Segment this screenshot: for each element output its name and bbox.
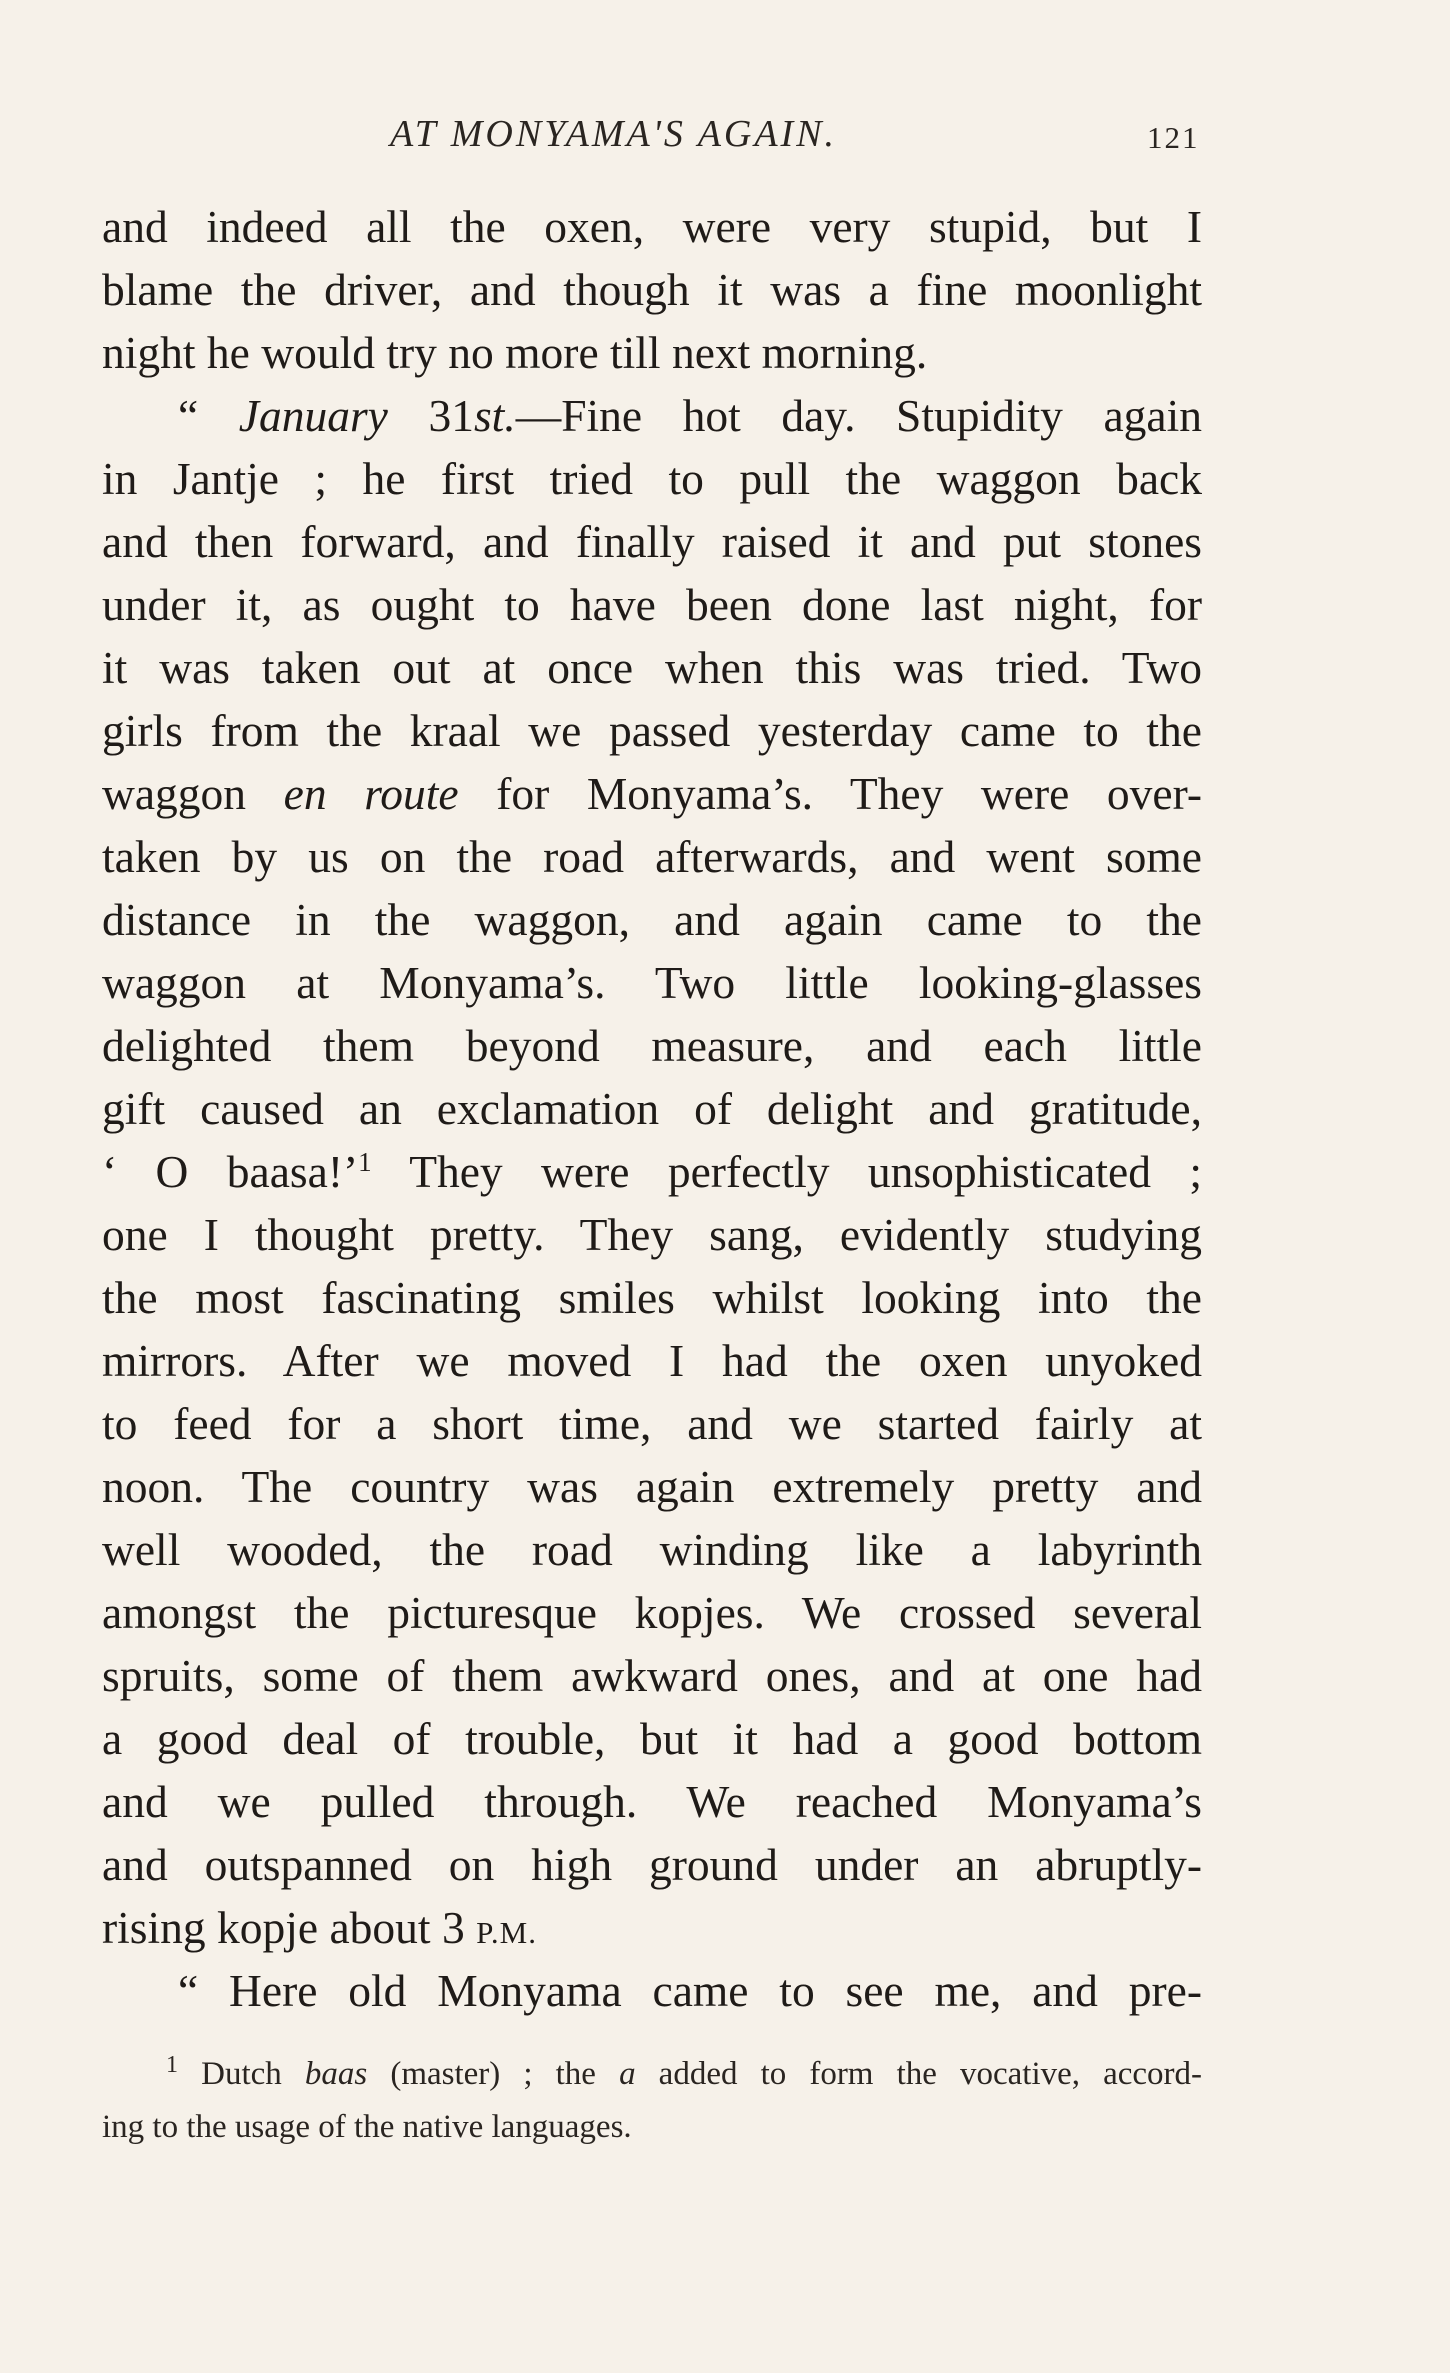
line-text: “ Here old Monyama came to see me, and pre-: [178, 1965, 1202, 2016]
text-line: it was taken out at once when this was tried. Two: [102, 642, 1202, 693]
footnote-italic-word: baas: [304, 2056, 368, 2092]
line-before: rising kopje about 3: [102, 1902, 465, 1953]
text-line: gift caused an exclamation of delight and gratitude,: [102, 1083, 1202, 1134]
text-line: [102, 1896, 1202, 1959]
text-line: well wooded, the road winding like a labyrinth: [102, 1524, 1202, 1575]
text-line: under it, as ought to have been done last night, for: [102, 579, 1202, 630]
text-line: amongst the picturesque kopjes. We crossed several: [102, 1587, 1202, 1638]
footnote-text: (master) ; the: [390, 2056, 596, 2092]
text-line: mirrors. After we moved I had the oxen unyoked: [102, 1335, 1202, 1386]
line-after: They were perfectly unsophisticated ;: [409, 1146, 1202, 1197]
text-line: delighted them beyond measure, and each little: [102, 1020, 1202, 1071]
footnote-text: Dutch: [201, 2056, 282, 2092]
italic-phrase: en route: [283, 768, 459, 819]
footnotes: [102, 2048, 1202, 2154]
text-line: waggon at Monyama’s. Two little looking-glasses: [102, 957, 1202, 1008]
line-before: waggon: [102, 768, 247, 819]
text-line: taken by us on the road afterwards, and went some: [102, 831, 1202, 882]
date-suffix: st.: [473, 390, 516, 441]
text-line: and then forward, and finally raised it and put stones: [102, 516, 1202, 567]
text-line: [102, 384, 1202, 447]
text-line: blame the driver, and though it was a fine moonlight: [102, 264, 1202, 315]
text-line: noon. The country was again extremely pretty and: [102, 1461, 1202, 1512]
text-line: in Jantje ; he first tried to pull the waggon back: [102, 453, 1202, 504]
text-line: the most fascinating smiles whilst looking into the: [102, 1272, 1202, 1323]
small-caps-time: P.M.: [476, 1915, 537, 1950]
text-line: to feed for a short time, and we started fairly at: [102, 1398, 1202, 1449]
date-month: January: [238, 390, 388, 441]
text-line: and outspanned on high ground under an abruptly-: [102, 1839, 1202, 1890]
footnote-line: [102, 2048, 1202, 2101]
footnote-mark: 1: [166, 2052, 178, 2078]
text-line: spruits, some of them awkward ones, and at one had: [102, 1650, 1202, 1701]
date-day: 31: [428, 390, 474, 441]
text-line: [102, 1959, 1202, 2022]
text-line: one I thought pretty. They sang, evidently studying: [102, 1209, 1202, 1260]
text-line: [102, 762, 1202, 825]
text-line: distance in the waggon, and again came to the: [102, 894, 1202, 945]
footnote-ref: 1: [358, 1147, 372, 1177]
running-head: [0, 112, 1450, 162]
text-line: and indeed all the oxen, were very stupid, but I: [102, 201, 1202, 252]
footnote-line: ing to the usage of the native languages.: [102, 2109, 632, 2145]
text-line: a good deal of trouble, but it had a good bottom: [102, 1713, 1202, 1764]
text-line: girls from the kraal we passed yesterday came to the: [102, 705, 1202, 756]
line-before: ‘ O baasa!’: [102, 1146, 359, 1197]
text-line: [102, 1140, 1202, 1203]
line-after: for Monyama’s. They were over-: [496, 768, 1203, 819]
footnote-italic-letter: a: [619, 2056, 636, 2092]
quote-open: “: [178, 390, 199, 441]
line-rest: —Fine hot day. Stupidity again: [515, 390, 1203, 441]
footnote-text: added to form the vocative, accord-: [658, 2056, 1203, 2092]
running-title: AT MONYAMA'S AGAIN.: [390, 113, 838, 155]
page-number: 121: [1147, 120, 1200, 155]
text-line: and we pulled through. We reached Monyama’s: [102, 1776, 1202, 1827]
text-line: night he would try no more till next morning.: [102, 327, 928, 378]
body-text: [102, 195, 1202, 2022]
